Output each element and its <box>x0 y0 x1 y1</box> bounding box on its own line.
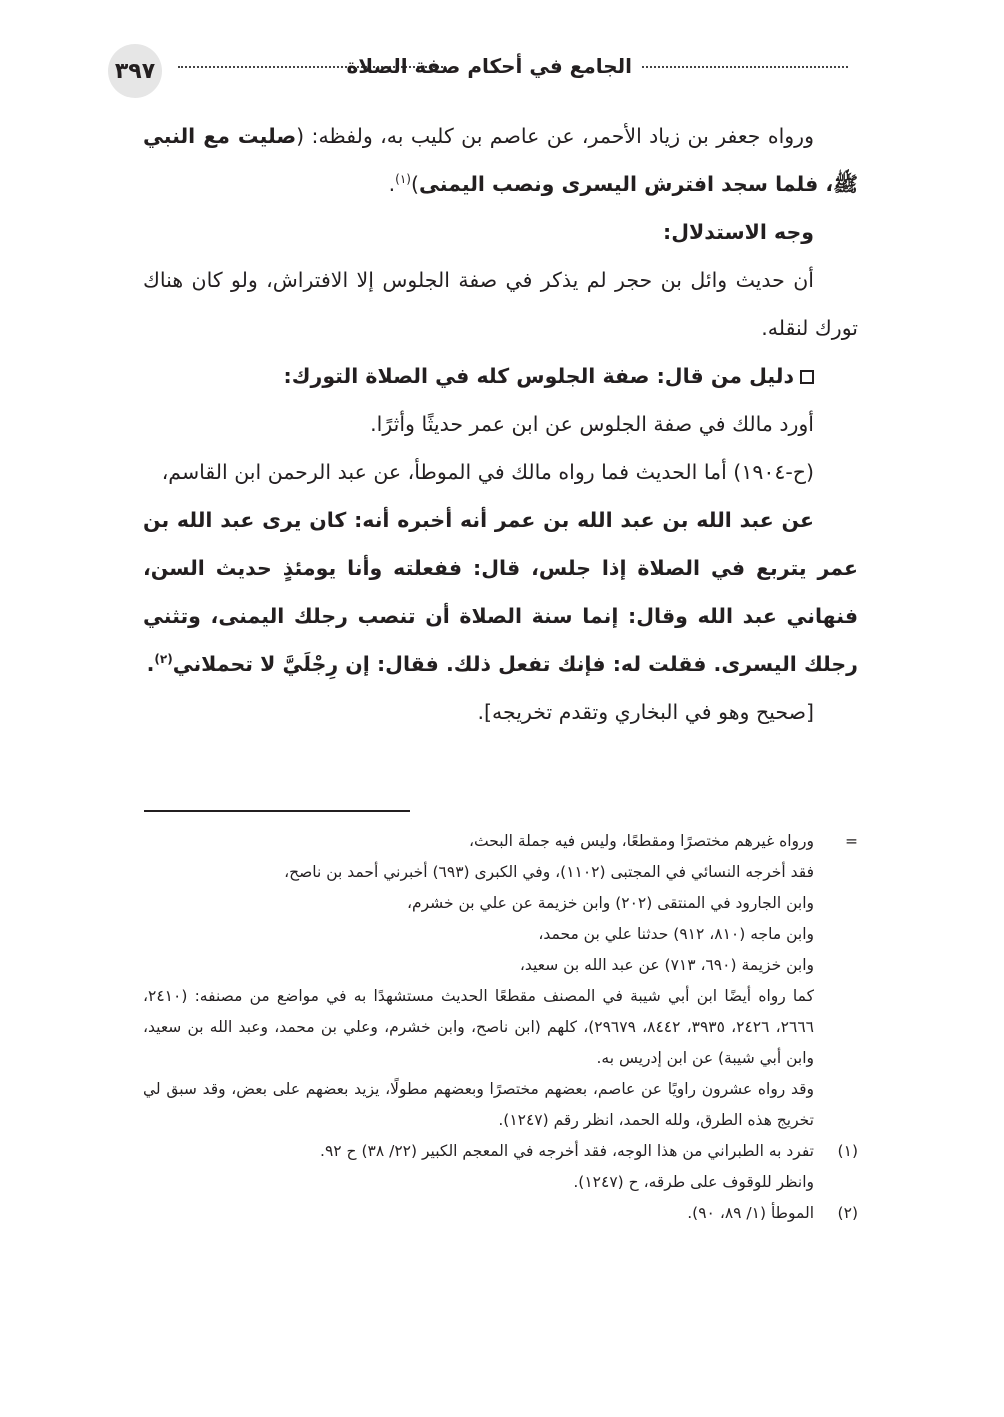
checkbox-square-icon <box>800 370 814 384</box>
footnotes <box>143 826 858 1229</box>
paragraph-istidlal: أن حديث وائل بن حجر لم يذكر في صفة الجلوس إلا الافتراش، ولو كان هناك تورك لنقله. <box>143 268 858 340</box>
footnote-ref-1[interactable]: (١) <box>395 172 411 187</box>
header-dotted-rule-right <box>642 66 848 68</box>
footnote-2-marker: (٢) <box>837 1204 858 1222</box>
paragraph-malik: أورد مالك في صفة الجلوس عن ابن عمر حديثًا وأثرًا. <box>370 412 814 436</box>
page-number: ٣٩٧ <box>108 44 162 98</box>
paragraph-riwaya: ورواه جعفر بن زياد الأحمر، عن عاصم بن كليب به، ولفظه: (صليت مع النبي ﷺ، فلما سجد افترش اليسرى ونصب اليمنى)$^{(١)}$. <box>143 124 858 196</box>
heading-dalil: دليل من قال: صفة الجلوس كله في الصلاة التورك: <box>143 352 858 400</box>
running-title: الجامع في أحكام صفة الصلاة <box>346 54 632 78</box>
paragraph-sahih: [صحيح وهو في البخاري وتقدم تخريجه]. <box>477 700 814 724</box>
paragraph-hadith-1904: (ح-١٩٠٤) أما الحديث فما رواه مالك في الموطأ، عن عبد الرحمن ابن القاسم، <box>161 460 814 484</box>
footnote-separator <box>144 810 410 812</box>
page-header <box>108 44 848 100</box>
footnote-1: (١) تفرد به الطبراني من هذا الوجه، فقد أخرجه في المعجم الكبير (٢٢/ ٣٨) ح ٩٢. وانظر للوقوف على طرقه، ح (١٢٤٧). <box>143 1136 858 1198</box>
footnote-2: (٢) الموطأ (١/ ٨٩، ٩٠). <box>143 1198 858 1229</box>
footnote-1-marker: (١) <box>837 1142 858 1160</box>
heading-wajh-istidlal: وجه الاستدلال: <box>663 220 814 244</box>
hadith-text-bold: صليت مع النبي ﷺ، فلما سجد افترش اليسرى ونصب اليمنى <box>143 124 858 196</box>
main-text <box>143 112 858 736</box>
footnote-ref-2[interactable]: (٢) <box>154 652 173 667</box>
continuation-mark: = <box>845 832 858 850</box>
footnote-continuation: = ورواه غيرهم مختصرًا ومقطعًا، وليس فيه جملة البحث، فقد أخرجه النسائي في المجتبى (١١٠٢)، وفي الكبرى (٦٩٣) أخبرني أحمد بن ناصح، وابن الجارود في المنتقى (٢٠٢) وابن خزيمة عن علي بن خشرم، وابن ماجه (٨١٠، ٩١٢) حدثنا علي بن محمد، وابن خزيمة (٦٩٠، ٧١٣) عن عبد الله بن سعيد، كما رواه أيضًا ابن أبي شيبة في المصنف مقطعًا الحديث مستشهدًا به في مواضع من مصنفه: (٢٤١٠، ٢٦٦٦، ٢٤٢٦، ٣٩٣٥، ٨٤٤٢، ٢٩٦٧٩)، كلهم (ابن ناصح، وابن خشرم، وعلي بن محمد، وعبد الله بن سعيد، وابن أبي شيبة) عن ابن إدريس به. وقد رواه عشرون راويًا عن عاصم، بعضهم مختصرًا وبعضهم مطولًا، يزيد بعضهم على بعض، وقد سبق لي تخريج هذه الطرق، ولله الحمد، انظر رقم (١٢٤٧). <box>143 826 858 1136</box>
paragraph-ibn-umar: عن عبد الله بن عبد الله بن عمر أنه أخبره أنه: كان يرى عبد الله بن عمر يتربع في الصلاة إذا جلس، قال: ففعلته وأنا يومئذٍ حديث السن، فنهاني عبد الله وقال: إنما سنة الصلاة أن تنصب رجلك اليمنى، وتثني رجلك اليسرى. فقلت له: فإنك تفعل ذلك. فقال: إن رِجْلَيَّ لا تحملاني$^{(٢)}$. <box>143 508 858 676</box>
